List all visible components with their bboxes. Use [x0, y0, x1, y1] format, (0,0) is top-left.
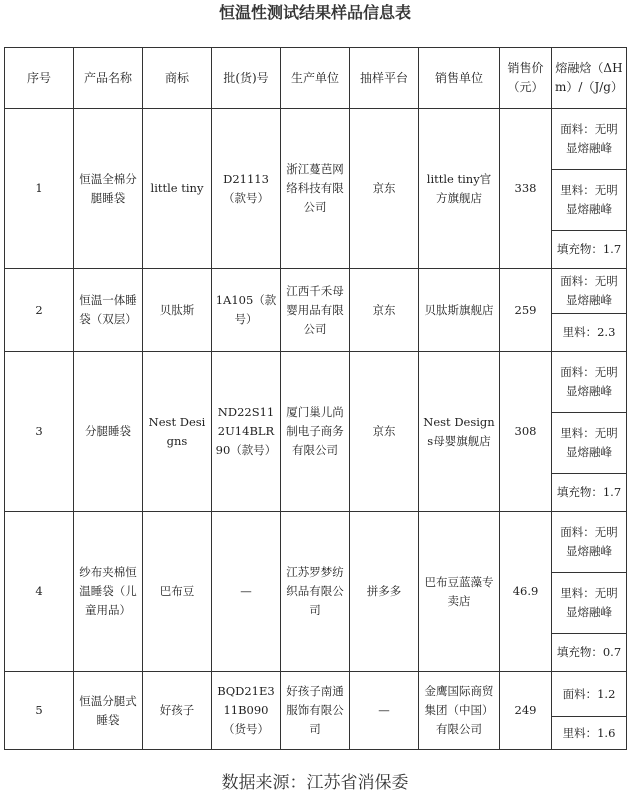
cell-enthalpy-filling: 填充物：1.7	[552, 474, 627, 512]
header-no: 序号	[5, 48, 74, 109]
cell-maker: 江苏罗梦纺织品有限公司	[281, 512, 350, 672]
cell-no: 4	[5, 512, 74, 672]
header-enthalpy: 熔融焓（ΔHm）/（J/g）	[552, 48, 627, 109]
header-price: 销售价（元）	[500, 48, 552, 109]
table-row	[5, 269, 627, 314]
cell-batch: 1A105（款号）	[212, 269, 281, 352]
cell-name: 恒温分腿式睡袋	[74, 672, 143, 750]
cell-seller: 贝肽斯旗舰店	[419, 269, 500, 352]
data-source: 数据来源：江苏省消保委	[221, 773, 409, 793]
cell-platform: —	[350, 672, 419, 750]
cell-no: 5	[5, 672, 74, 750]
cell-brand: Nest Designs	[143, 352, 212, 512]
cell-maker: 厦门巢儿尚制电子商务有限公司	[281, 352, 350, 512]
cell-no: 3	[5, 352, 74, 512]
cell-enthalpy-lining: 里料：无明显熔融峰	[552, 573, 627, 634]
cell-brand: little tiny	[143, 109, 212, 269]
cell-batch: —	[212, 512, 281, 672]
cell-seller: 巴布豆蓝藻专卖店	[419, 512, 500, 672]
cell-enthalpy-fabric: 面料：无明显熔融峰	[552, 512, 627, 573]
cell-no: 1	[5, 109, 74, 269]
cell-batch: BQD21E311B090（货号）	[212, 672, 281, 750]
cell-no: 2	[5, 269, 74, 352]
cell-name: 分腿睡袋	[74, 352, 143, 512]
table-row	[5, 512, 627, 573]
cell-enthalpy-fabric: 面料：无明显熔融峰	[552, 109, 627, 170]
cell-price: 249	[500, 672, 552, 750]
cell-seller: little tiny官方旗舰店	[419, 109, 500, 269]
header-brand: 商标	[143, 48, 212, 109]
cell-batch: ND22S112U14BLR90（款号）	[212, 352, 281, 512]
cell-enthalpy-fabric: 面料：无明显熔融峰	[552, 352, 627, 413]
cell-maker: 江西千禾母婴用品有限公司	[281, 269, 350, 352]
cell-maker: 好孩子南通服饰有限公司	[281, 672, 350, 750]
cell-brand: 贝肽斯	[143, 269, 212, 352]
cell-brand: 巴布豆	[143, 512, 212, 672]
cell-enthalpy-fabric: 面料：1.2	[552, 672, 627, 717]
cell-enthalpy-filling: 填充物：0.7	[552, 634, 627, 672]
cell-maker: 浙江蔓芭网络科技有限公司	[281, 109, 350, 269]
cell-enthalpy-lining: 里料：1.6	[552, 717, 627, 750]
cell-price: 308	[500, 352, 552, 512]
sample-info-table	[4, 47, 627, 750]
header-batch: 批(货)号	[212, 48, 281, 109]
cell-seller: 金鹰国际商贸集团（中国）有限公司	[419, 672, 500, 750]
cell-platform: 京东	[350, 269, 419, 352]
cell-enthalpy-lining: 里料：无明显熔融峰	[552, 413, 627, 474]
cell-enthalpy-filling: 填充物：1.7	[552, 231, 627, 269]
header-platform: 抽样平台	[350, 48, 419, 109]
cell-name: 纱布夹棉恒温睡袋（儿童用品）	[74, 512, 143, 672]
cell-enthalpy-lining: 里料：无明显熔融峰	[552, 170, 627, 231]
header-name: 产品名称	[74, 48, 143, 109]
cell-platform: 拼多多	[350, 512, 419, 672]
cell-price: 338	[500, 109, 552, 269]
cell-name: 恒温全棉分腿睡袋	[74, 109, 143, 269]
cell-brand: 好孩子	[143, 672, 212, 750]
header-row	[5, 48, 627, 109]
table-row	[5, 672, 627, 717]
header-seller: 销售单位	[419, 48, 500, 109]
cell-price: 259	[500, 269, 552, 352]
cell-platform: 京东	[350, 352, 419, 512]
cell-seller: Nest Designs母婴旗舰店	[419, 352, 500, 512]
cell-name: 恒温一体睡袋（双层）	[74, 269, 143, 352]
cell-platform: 京东	[350, 109, 419, 269]
cell-enthalpy-fabric: 面料：无明显熔融峰	[552, 269, 627, 314]
page-title: 恒温性测试结果样品信息表	[218, 3, 411, 22]
header-maker: 生产单位	[281, 48, 350, 109]
cell-batch: D21113（款号）	[212, 109, 281, 269]
cell-enthalpy-lining: 里料：2.3	[552, 314, 627, 352]
cell-price: 46.9	[500, 512, 552, 672]
table-row	[5, 109, 627, 170]
table-row	[5, 352, 627, 413]
